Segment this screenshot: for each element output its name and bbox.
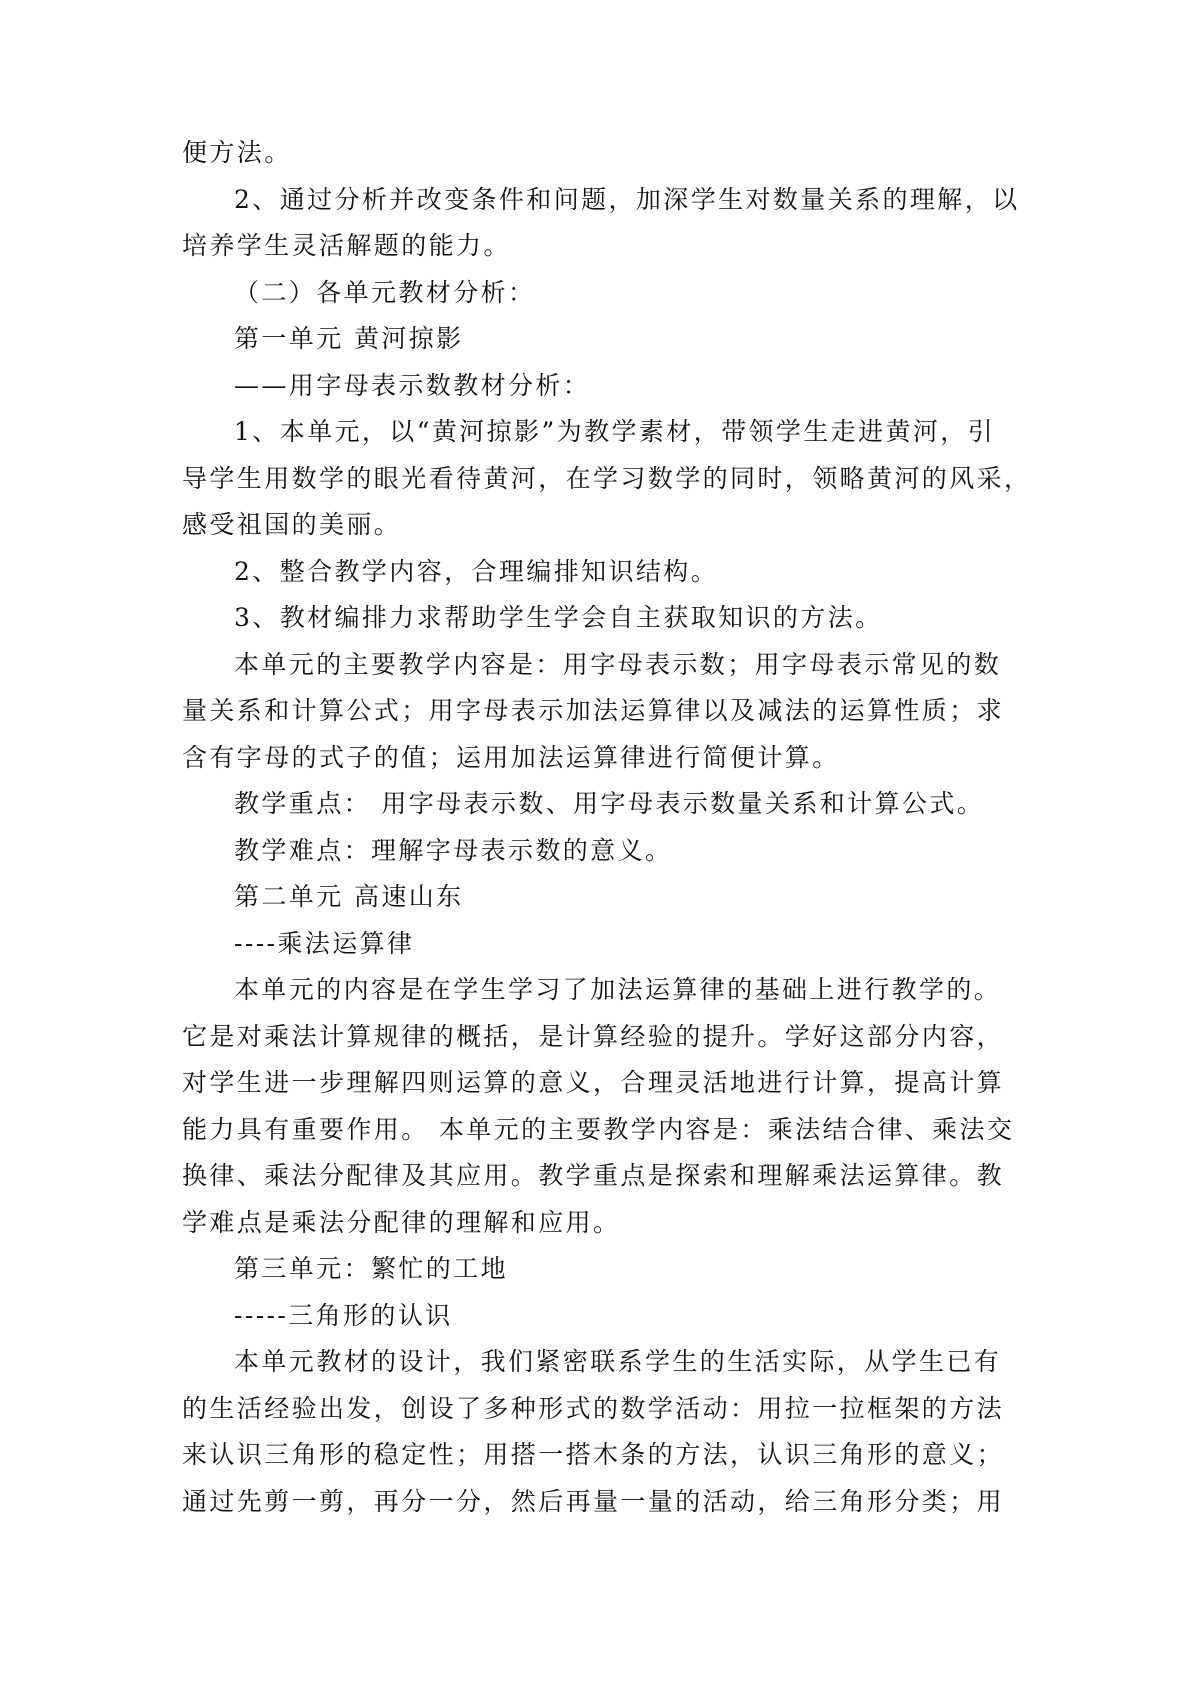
text-line: 的生活经验出发，创设了多种形式的数学活动：用拉一拉框架的方法: [182, 1393, 1005, 1423]
text-line: 含有字母的式子的值；运用加法运算律进行简便计算。: [182, 742, 840, 772]
text-line: 它是对乘法计算规律的概括，是计算经验的提升。学好这部分内容，: [182, 1021, 1005, 1051]
text-line: 3、教材编排力求帮助学生学会自主获取知识的方法。: [234, 603, 883, 632]
text-line: 培养学生灵活解题的能力。: [182, 231, 511, 260]
unit-subtitle: -----三角形的认识: [234, 1300, 453, 1330]
text-line: 量关系和计算公式；用字母表示加法运算律以及减法的运算性质；求: [182, 696, 1005, 725]
text-line: 1、本单元，以“黄河掠影”为教学素材，带领学生走进黄河，引: [234, 417, 996, 446]
text-line: 导学生用数学的眼光看待黄河，在学习数学的同时，领略黄河的风采，: [182, 463, 1032, 493]
text-line: 学难点是乘法分配律的理解和应用。: [182, 1207, 621, 1237]
text-line: 对学生进一步理解四则运算的意义，合理灵活地进行计算，提高计算: [182, 1068, 1005, 1097]
text-line: 能力具有重要作用。 本单元的主要教学内容是：乘法结合律、乘法交: [182, 1114, 1015, 1144]
unit-title: 第三单元：繁忙的工地: [234, 1254, 509, 1283]
text-line: 教学重点： 用字母表示数、用字母表示数量关系和计算公式。: [234, 789, 985, 818]
text-line: 来认识三角形的稳定性；用搭一搭木条的方法，认识三角形的意义；: [182, 1440, 1005, 1469]
text-line: 感受祖国的美丽。: [182, 510, 402, 539]
text-line: 2、通过分析并改变条件和问题，加深学生对数量关系的理解，以: [234, 184, 1020, 214]
unit-title: 第二单元 高速山东: [234, 882, 464, 911]
section-heading: （二）各单元教材分析：: [234, 277, 536, 307]
text-line: 通过先剪一剪，再分一分，然后再量一量的活动，给三角形分类；用: [182, 1486, 1005, 1516]
text-line: 教学难点：理解字母表示数的意义。: [234, 835, 673, 865]
unit-title: 第一单元 黄河掠影: [234, 324, 464, 353]
text-line: 本单元的内容是在学生学习了加法运算律的基础上进行教学的。: [234, 975, 1002, 1004]
text-line: 2、整合教学内容，合理编排知识结构。: [234, 556, 719, 586]
text-line: 本单元教材的设计，我们紧密联系学生的生活实际，从学生已有: [234, 1347, 1002, 1376]
document-page: [182, 134, 1032, 1529]
text-line: 换律、乘法分配律及其应用。教学重点是探索和理解乘法运算律。教: [182, 1161, 1005, 1190]
text-line: 本单元的主要教学内容是：用字母表示数；用字母表示常见的数: [234, 649, 1002, 679]
unit-subtitle: ——用字母表示数教材分析：: [234, 370, 591, 400]
unit-subtitle: ----乘法运算律: [234, 928, 415, 958]
text-line: 便方法。: [182, 138, 292, 167]
